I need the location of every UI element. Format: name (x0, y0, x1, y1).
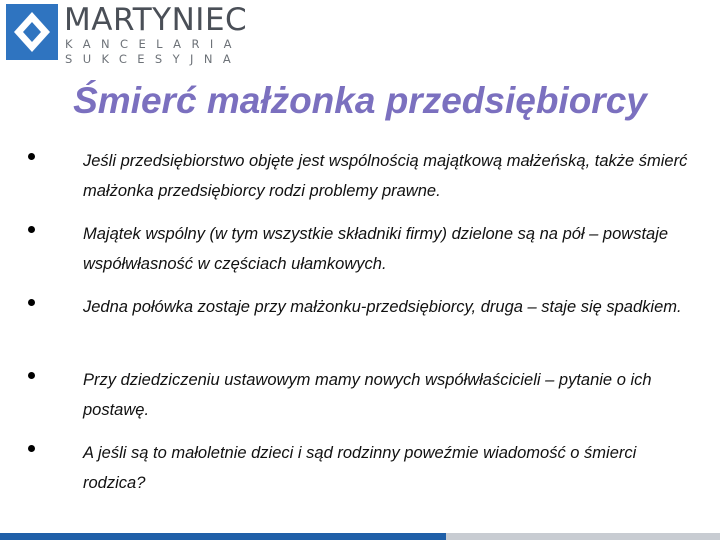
bullet-item (28, 213, 698, 286)
logo-subtitle-line2: SUKCESYJNA (65, 52, 242, 66)
bullet-text: A jeśli są to małoletnie dzieci i sąd rodzinny poweźmie wiadomość o śmierci rodzica? (83, 444, 637, 492)
bullet-text: Przy dziedziczeniu ustawowym mamy nowych współwłaścicieli – pytanie o ich postawę. (83, 371, 652, 419)
bullet-dot-icon (28, 226, 35, 233)
bullet-text: Jeśli przedsiębiorstwo objęte jest wspólnością majątkową małżeńską, także śmierć małżonka przedsiębiorcy rodzi problemy prawne. (83, 152, 688, 200)
bullet-list (28, 140, 698, 505)
bullet-item (28, 359, 698, 432)
bullet-dot-icon (28, 445, 35, 452)
bullet-text: Majątek wspólny (w tym wszystkie składniki firmy) dzielone są na pół – powstaje współwłasność w częściach ułamkowych. (83, 225, 669, 273)
bullet-item (28, 140, 698, 213)
bullet-text: Jedna połówka zostaje przy małżonku-przedsiębiorcy, druga – staje się spadkiem. (83, 298, 682, 316)
bullet-dot-icon (28, 372, 35, 379)
footer-bar (0, 533, 720, 540)
bullet-dot-icon (28, 153, 35, 160)
footer-bar-grey (446, 533, 720, 540)
slide-title: Śmierć małżonka przedsiębiorcy (73, 80, 647, 121)
footer-bar-blue (0, 533, 446, 540)
logo-name: MARTYNIEC (64, 2, 248, 38)
bullet-item (28, 286, 698, 359)
logo-diamond-icon (6, 4, 58, 60)
bullet-item (28, 432, 698, 505)
bullet-dot-icon (28, 299, 35, 306)
logo-subtitle-line1: KANCELARIA (65, 37, 242, 51)
company-logo (6, 4, 246, 64)
